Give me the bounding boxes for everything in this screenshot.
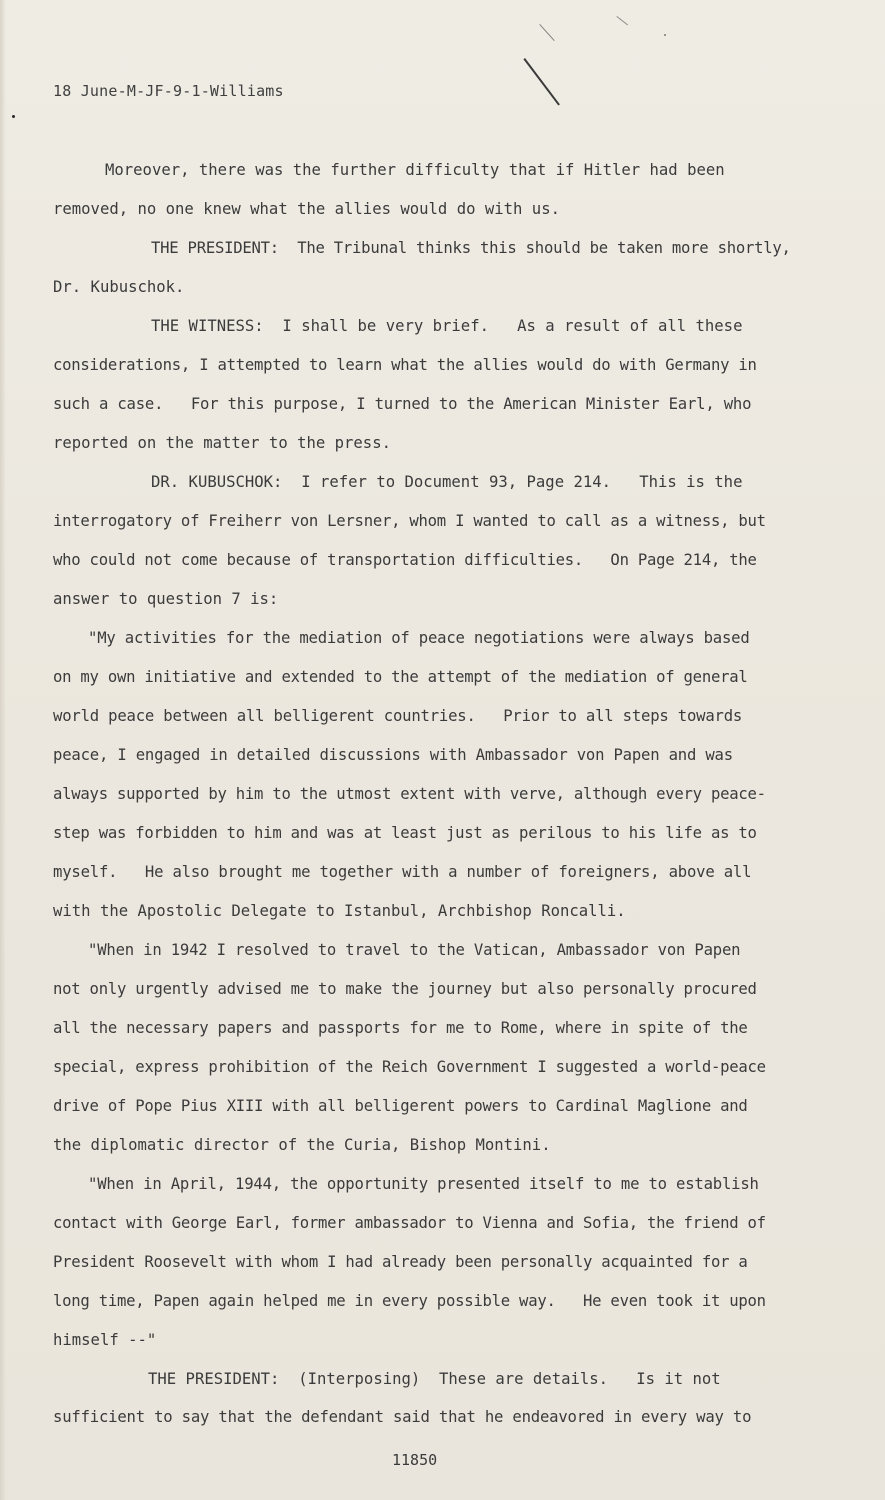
text-line: the diplomatic director of the Curia, Bishop Montini. [53,1136,551,1154]
text-line: always supported by him to the utmost extent with verve, although every peace- [53,785,766,803]
margin-dot [12,115,15,118]
text-line: reported on the matter to the press. [53,434,391,452]
pencil-mark-small [539,24,554,41]
text-line: on my own initiative and extended to the attempt of the mediation of general [53,668,748,686]
text-line: DR. KUBUSCHOK: I refer to Document 93, Page 214. This is the [151,473,743,491]
text-line: with the Apostolic Delegate to Istanbul, Archbishop Roncalli. [53,902,626,920]
text-line: special, express prohibition of the Reich Government I suggested a world-peace [53,1058,766,1076]
text-line: such a case. For this purpose, I turned to the American Minister Earl, who [53,395,752,413]
text-line: "When in 1942 I resolved to travel to the Vatican, Ambassador von Papen [88,941,741,959]
page-edge-shadow [0,0,6,1500]
page-number: 11850 [392,1451,438,1469]
text-line: Dr. Kubuschok. [53,278,185,296]
text-line: contact with George Earl, former ambassador to Vienna and Sofia, the friend of [53,1214,766,1232]
document-header: 18 June-M-JF-9-1-Williams [53,82,284,100]
text-line: considerations, I attempted to learn what the allies would do with Germany in [53,356,757,374]
text-line: "When in April, 1944, the opportunity presented itself to me to establish [88,1175,759,1193]
text-line: interrogatory of Freiherr von Lersner, whom I wanted to call as a witness, but [53,512,766,530]
text-line: "My activities for the mediation of peace negotiations were always based [88,629,750,647]
text-line: THE WITNESS: I shall be very brief. As a result of all these [151,317,743,335]
text-line: who could not come because of transportation difficulties. On Page 214, the [53,551,757,569]
text-line: drive of Pope Pius XIII with all belligerent powers to Cardinal Maglione and [53,1097,748,1115]
text-line: answer to question 7 is: [53,590,279,608]
text-line: himself --" [53,1331,157,1349]
text-line: peace, I engaged in detailed discussions with Ambassador von Papen and was [53,746,733,764]
text-line: THE PRESIDENT: (Interposing) These are details. Is it not [148,1370,721,1388]
text-line: not only urgently advised me to make the journey but also personally procured [53,980,757,998]
pencil-mark-tiny [616,16,628,25]
text-line: world peace between all belligerent countries. Prior to all steps towards [53,707,743,725]
text-line: removed, no one knew what the allies would do with us. [53,200,560,218]
text-line: all the necessary papers and passports for me to Rome, where in spite of the [53,1019,748,1037]
text-line: long time, Papen again helped me in every possible way. He even took it upon [53,1292,766,1310]
speck-dot [664,34,666,36]
text-line: THE PRESIDENT: The Tribunal thinks this should be taken more shortly, [151,239,791,257]
text-line: President Roosevelt with whom I had already been personally acquainted for a [53,1253,748,1271]
pencil-mark [523,58,560,106]
text-line: myself. He also brought me together with a number of foreigners, above all [53,863,752,881]
text-line: sufficient to say that the defendant said that he endeavored in every way to [53,1408,752,1426]
text-line: Moreover, there was the further difficulty that if Hitler had been [105,161,725,179]
text-line: step was forbidden to him and was at least just as perilous to his life as to [53,824,757,842]
